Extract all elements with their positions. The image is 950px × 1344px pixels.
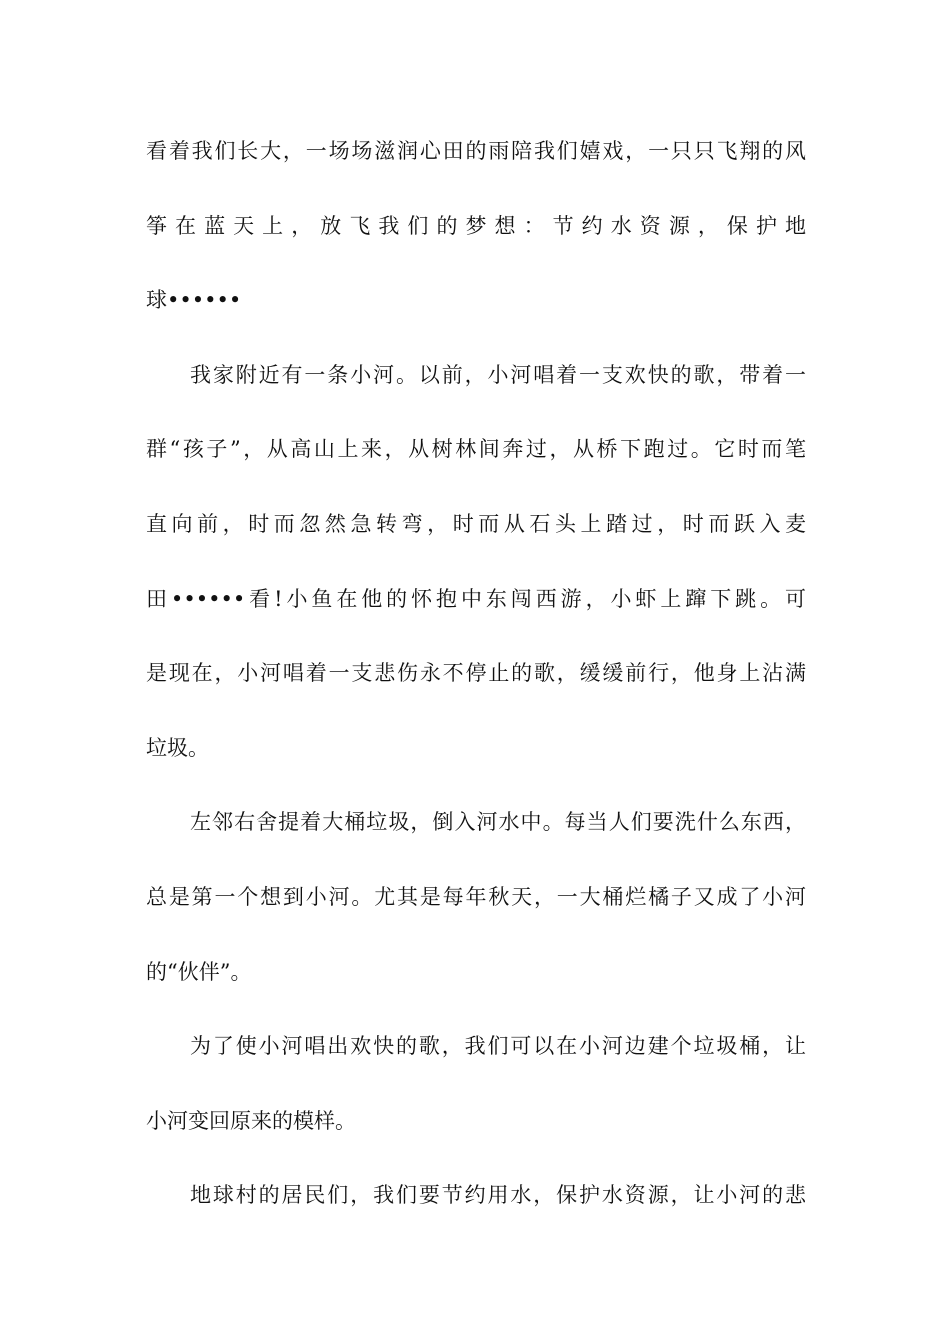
text-line: 群“孩子”，从高山上来，从树林间奔过，从桥下跑过。它时而笔 bbox=[146, 437, 806, 462]
text-line: 直向前，时而忽然急转弯，时而从石头上踏过，时而跃入麦 bbox=[146, 511, 806, 536]
text-line: 看着我们长大，一场场滋润心田的雨陪我们嬉戏，一只只飞翔的风 bbox=[146, 139, 806, 163]
text-line: 筝在蓝天上，放飞我们的梦想：节约水资源，保护地 bbox=[146, 213, 806, 238]
paragraph-first-line: 为了使小河唱出欢快的歌，我们可以在小河边建个垃圾桶，让 bbox=[190, 1034, 806, 1059]
text-line: 垃圾。 bbox=[146, 735, 209, 760]
text-line: 球•••••• bbox=[146, 288, 242, 313]
text-line: 的“伙伴”。 bbox=[146, 959, 252, 984]
paragraph-first-line: 地球村的居民们，我们要节约用水，保护水资源，让小河的悲 bbox=[190, 1183, 806, 1208]
text-line: 小河变回原来的模样。 bbox=[146, 1108, 356, 1133]
text-line: 总是第一个想到小河。尤其是每年秋天，一大桶烂橘子又成了小河 bbox=[146, 884, 806, 909]
text-line: 是现在，小河唱着一支悲伤永不停止的歌，缓缓前行，他身上沾满 bbox=[146, 661, 806, 686]
essay-body bbox=[146, 130, 806, 1249]
paragraph-first-line: 左邻右舍提着大桶垃圾，倒入河水中。每当人们要洗什么东西， bbox=[190, 810, 806, 835]
text-line: 田••••••看!小鱼在他的怀抱中东闯西游，小虾上蹿下跳。可 bbox=[146, 586, 806, 611]
paragraph-first-line: 我家附近有一条小河。以前，小河唱着一支欢快的歌，带着一 bbox=[190, 362, 806, 387]
